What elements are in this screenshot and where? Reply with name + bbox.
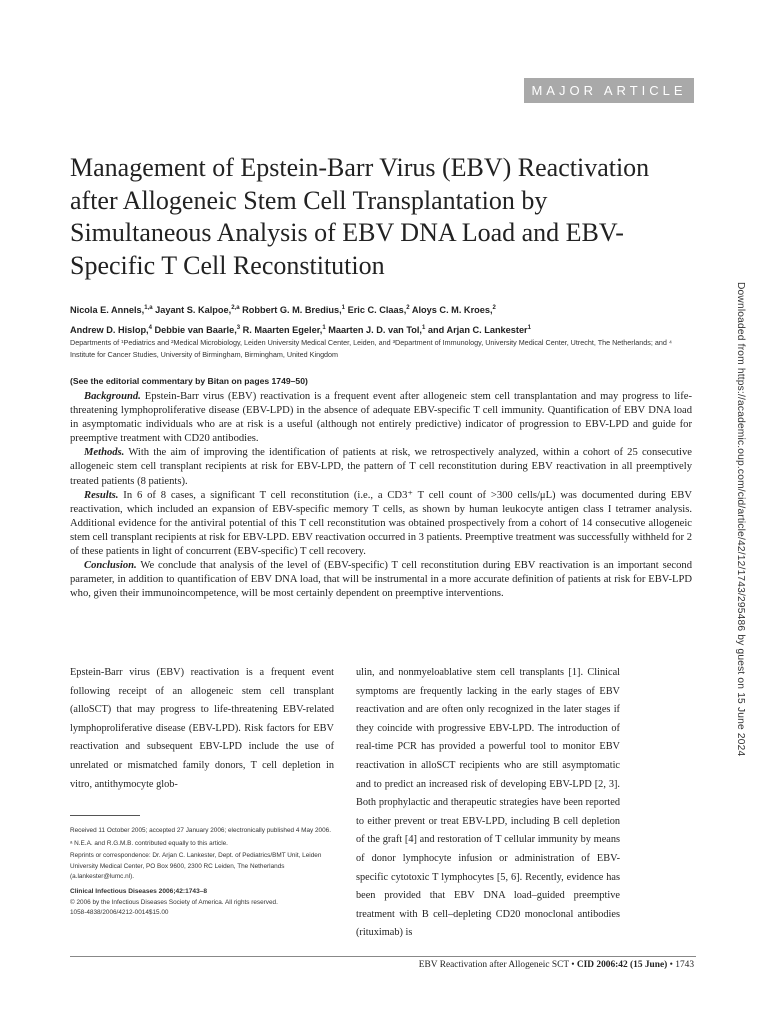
affiliations: Departments of ¹Pediatrics and ²Medical Microbiology, Leiden University Medical Center, Leiden, and ³Department of Immunology, University Medical Center, Utrecht, The Netherlands; and ⁴ Institute for Cancer Studies, University of Birmingham, Birmingham, United Kingdom: [70, 338, 672, 359]
author: [412, 305, 496, 315]
abstract-conclusion-label: Conclusion.: [84, 560, 137, 572]
footnote-copyright: © 2006 by the Infectious Diseases Society of America. All rights reserved.: [70, 898, 278, 906]
abstract-methods-label: Methods.: [84, 447, 125, 459]
footer-bullet: •: [669, 960, 673, 970]
author-name: Jayant S. Kalpoe,: [155, 305, 232, 316]
footer-bullet: •: [571, 960, 575, 970]
abstract-results-text: In 6 of 8 cases, a significant T cell reconstitution (i.e., a CD3⁺ T cell count of >300 cells/μL) was documented during EBV reactivation, which included an expansion of EBV-specific memory T cells, as shown by human leukocyte antigen class I tetramer analysis. Additional evidence for the antiviral potential of this T cell reconstitution was obtained prospectively from a cohort of 14 consecutive allogeneic stem cell transplant recipients at risk for EBV-LPD. EBV reactivation occurred in 3 patients. Preemptive treatment was successfully withheld for 2 of these patients in light of concurrent (EBV-specific) T cell recovery.: [70, 489, 692, 558]
download-link[interactable]: Downloaded from https://academic.oup.com/cid/article/42/12/1743/295486 by guest on 15 June 2024: [735, 282, 746, 757]
author: [243, 325, 326, 335]
author-affiliation-marker: 2,a: [231, 305, 240, 311]
author-affiliation-marker: 2: [406, 305, 410, 311]
author: [70, 325, 152, 335]
author-affiliation-marker: 1: [341, 305, 345, 311]
author: [428, 325, 531, 335]
abstract-background-label: Background.: [84, 391, 141, 402]
author-name: Nicola E. Annels,: [70, 305, 145, 316]
page-footer: [74, 960, 694, 970]
author-name: and Arjan C. Lankester: [427, 325, 528, 336]
author-affiliation-marker: 1: [322, 325, 326, 332]
abstract-background-text: Epstein-Barr virus (EBV) reactivation is a frequent event after allogeneic stem cell transplantation and may progress to life-threatening lymphoproliferative disease (EBV-LPD) in the absence of adequate EBV-specific T cell immunity. Quantification of EBV DNA load in asymptomatic individuals who are at risk is a useful (although not entirely predictive) indicator of progression to EBV-LPD and guide for preemptive treatment with CD20 antibodies.: [70, 391, 692, 445]
author-affiliation-marker: 2: [492, 305, 496, 311]
author-name: R. Maarten Egeler,: [242, 325, 323, 336]
body-column-right: [356, 664, 620, 943]
body-column-left: [70, 664, 334, 794]
article-type-banner: MAJOR ARTICLE: [524, 78, 694, 103]
abstract-results: [70, 489, 692, 559]
abstract: [70, 390, 692, 601]
author-affiliation-marker: 1: [527, 325, 531, 332]
footer-citation: CID 2006:42 (15 June): [576, 960, 668, 970]
abstract-methods: [70, 446, 692, 488]
article-title: Management of Epstein-Barr Virus (EBV) Reactivation after Allogeneic Stem Cell Transplantation by Simultaneous Analysis of EBV DNA Load and EBV-Specific T Cell Reconstitution: [70, 153, 650, 280]
author: [155, 325, 241, 335]
author-name: Debbie van Baarle,: [154, 325, 237, 336]
author-name: Maarten J. D. van Tol,: [328, 325, 422, 336]
author-affiliation-marker: 1,a: [144, 305, 153, 311]
author: [242, 305, 345, 315]
body-paragraph-right: ulin, and nonmyeloablative stem cell transplants [1]. Clinical symptoms are frequently lacking in the early stages of EBV reactivation and are often only recognized in the later stages if they coincide with progressive EBV-LPD. The introduction of real-time PCR has provided a powerful tool to monitor EBV reactivation in alloSCT recipients who are still asymptomatic and to predict an increased risk of developing EBV-LPD [2, 3]. Both prophylactic and therapeutic strategies have been reported to either prevent or treat EBV-LPD, including B cell depletion of the graft [4] and restoration of T cellular immunity by means of donor lymphocyte infusion or administration of EBV-specific cytotoxic T lymphocytes [5, 6]. Recently, evidence has been provided that EBV DNA load–guided preemptive treatment with B cell–depleting CD20 monoclonal antibodies (rituximab) is: [356, 667, 620, 939]
abstract-methods-text: With the aim of improving the identification of patients at risk, we retrospectively analyzed, within a cohort of 25 consecutive allogeneic stem cell transplant recipients at risk for EBV-LPD, the pattern of T cell reconstitution during EBV reactivation in all preemptively treated patients (8 patients).: [70, 447, 692, 487]
footnote-reprints: Reprints or correspondence: Dr. Arjan C. Lankester, Dept. of Pediatrics/BMT Unit, Leiden University Medical Center, PO Box 9600, 2300 RC Leiden, The Netherlands (a.lankester@lumc.nl).: [70, 852, 322, 881]
author-affiliation-marker: 3: [236, 325, 241, 332]
author: [348, 305, 410, 315]
author: [70, 305, 153, 315]
page-number: 1743: [675, 960, 694, 970]
running-title: EBV Reactivation after Allogeneic SCT: [418, 960, 569, 970]
author-affiliation-marker: 1: [422, 325, 426, 332]
footnotes: [70, 826, 334, 919]
editorial-note: (See the editorial commentary by Bitan on pages 1749–50): [70, 376, 308, 386]
author-name: Aloys C. M. Kroes,: [411, 305, 493, 316]
author: [155, 305, 239, 315]
abstract-conclusion: [70, 559, 692, 601]
footnote-equal-contribution: ᵃ N.E.A. and R.G.M.B. contributed equally to this article.: [70, 839, 228, 847]
author-list: [70, 299, 690, 339]
body-paragraph-left: Epstein-Barr virus (EBV) reactivation is a frequent event following receipt of an allogeneic stem cell transplant (alloSCT) that may progress to life-threatening EBV-related lymphoproliferative disease (EBV-LPD). Risk factors for EBV reactivation and subsequent EBV-LPD include the use of unrelated or mismatched family donors, T cell depletion in vitro, antithymocyte glob-: [70, 667, 334, 790]
download-watermark: [735, 282, 746, 756]
abstract-results-label: Results.: [84, 489, 119, 501]
abstract-conclusion-text: We conclude that analysis of the level of (EBV-specific) T cell reconstitution during EBV reactivation is an important second parameter, in addition to quantification of EBV DNA load, that will be instrumental in a more accurate definition of patients at risk for EBV-LPD who, given their immunoincompetence, will be most certainly dependent on preemptive interventions.: [70, 560, 692, 600]
author-name: Andrew D. Hislop,: [70, 325, 149, 336]
page-footer-rule: [70, 956, 696, 957]
author: [328, 325, 425, 335]
footnote-issn: 1058-4838/2006/4212-0014$15.00: [70, 909, 169, 917]
footnote-received: Received 11 October 2005; accepted 27 January 2006; electronically published 4 May 2006.: [70, 827, 331, 834]
footnote-journal-citation: Clinical Infectious Diseases 2006;42:1743–8: [70, 887, 208, 895]
author-name: Eric C. Claas,: [347, 305, 407, 316]
footnote-divider: [70, 815, 140, 816]
author-name: Robbert G. M. Bredius,: [242, 305, 342, 316]
abstract-background: [70, 390, 692, 446]
author-affiliation-marker: 4: [148, 325, 152, 332]
